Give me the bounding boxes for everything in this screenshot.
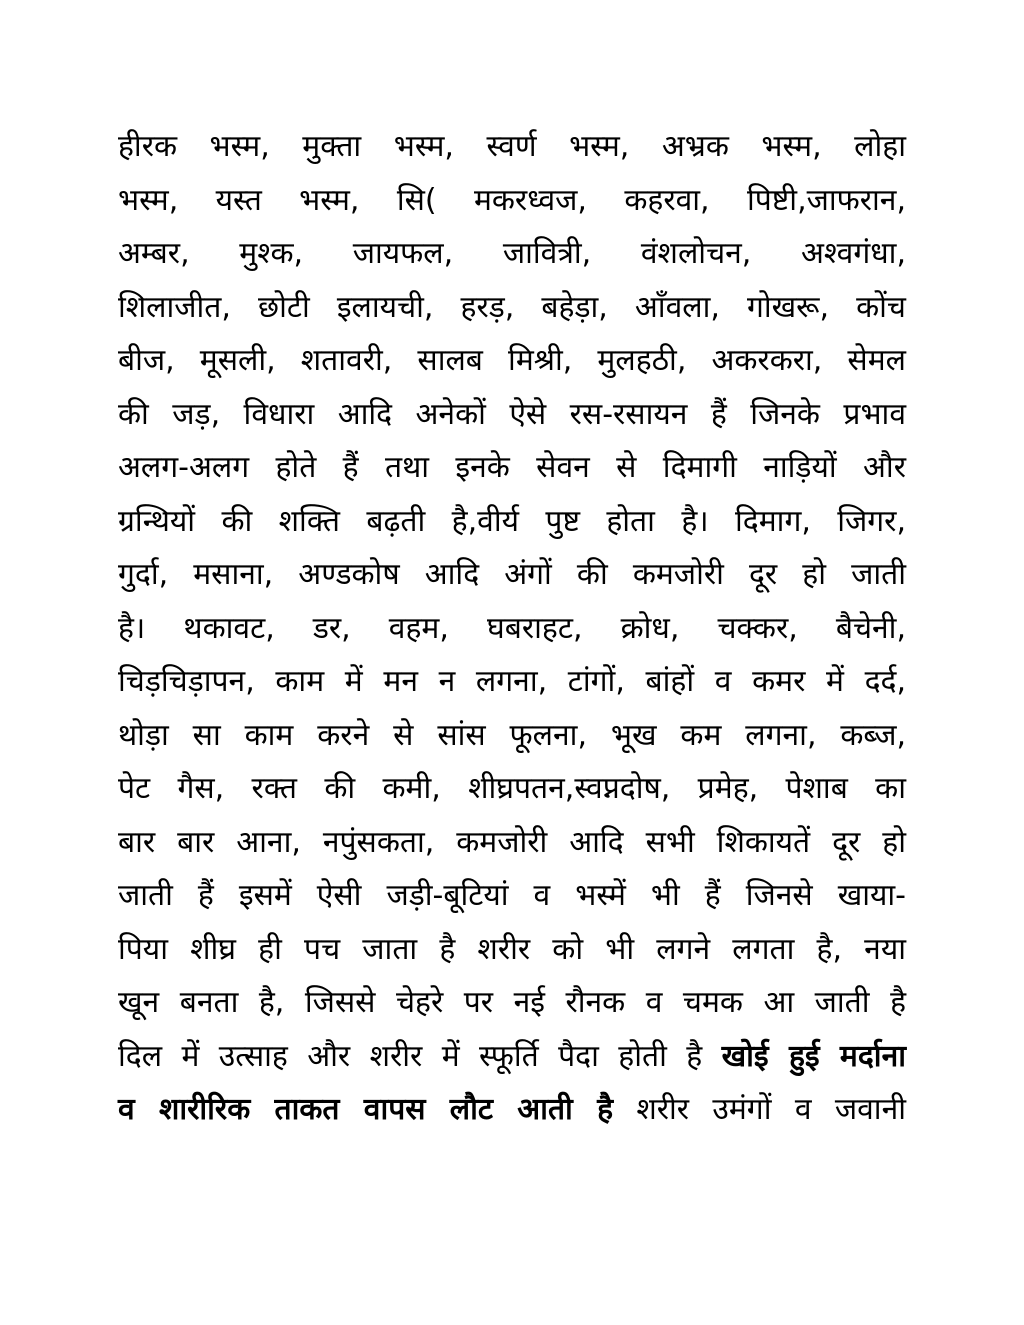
text-line: गुर्दा, मसाना, अण्डकोष आदि अंगों की कमजोरी दूर हो जाती (118, 557, 906, 592)
regular-text: शरीर उमंगों व जवानी (613, 1092, 906, 1127)
text-line: है। थकावट, डर, वहम, घबराहट, क्रोध, चक्कर, बैचेनी, (118, 610, 906, 646)
text-line: की जड़, विधारा आदि अनेकों ऐसे रस-रसायन हैं जिनके प्रभाव (118, 396, 906, 432)
text-line: शिलाजीत, छोटी इलायची, हरड़, बहेड़ा, आँवला, गोखरू, कोंच (118, 289, 906, 325)
regular-text: दिल में उत्साह और शरीर में स्फूर्ति पैदा होती है (118, 1038, 722, 1074)
text-line: बीज, मूसली, शतावरी, सालब मिश्री, मुलहठी, अकरकरा, सेमल (118, 343, 906, 378)
text-line: ग्रन्थियों की शक्ति बढ़ती है,वीर्य पुष्ट होता है। दिमाग, जिगर, (118, 503, 906, 539)
text-line: थोड़ा सा काम करने से सांस फूलना, भूख कम लगना, कब्ज, (118, 717, 906, 753)
body-paragraph (118, 120, 906, 1137)
text-line: अम्बर, मुश्क, जायफल, जावित्री, वंशलोचन, अश्वगंधा, (118, 236, 906, 271)
text-line: चिड़चिड़ापन, काम में मन न लगना, टांगों, बांहों व कमर में दर्द, (118, 664, 906, 699)
text-line: खून बनता है, जिससे चेहरे पर नई रौनक व चमक आ जाती है (118, 985, 906, 1020)
text-line: बार बार आना, नपुंसकता, कमजोरी आदि सभी शिकायतें दूर हो (118, 824, 906, 860)
text-line: जाती हैं इसमें ऐसी जड़ी-बूटियां व भस्में भी हैं जिनसे खाया- (118, 878, 906, 913)
text-line: पिया शीघ्र ही पच जाता है शरीर को भी लगने लगता है, नया (118, 931, 906, 967)
text-line: भस्म, यस्त भस्म, सि( मकरध्वज, कहरवा, पिष्टी,जाफरान, (118, 182, 906, 218)
bold-emphasis-text: व शारीरिक ताकत वापस लौट आती है (118, 1092, 614, 1127)
text-line: अलग-अलग होते हैं तथा इनके सेवन से दिमागी नाड़ियों और (118, 450, 906, 485)
text-line-mixed (118, 1030, 906, 1084)
bold-emphasis-text: खोई हुई मर्दाना (721, 1038, 906, 1074)
text-line-mixed (118, 1083, 906, 1137)
text-line: पेट गैस, रक्त की कमी, शीघ्रपतन,स्वप्नदोष, प्रमेह, पेशाब का (118, 771, 906, 806)
text-line: हीरक भस्म, मुक्ता भस्म, स्वर्ण भस्म, अभ्रक भस्म, लोहा (118, 129, 906, 164)
